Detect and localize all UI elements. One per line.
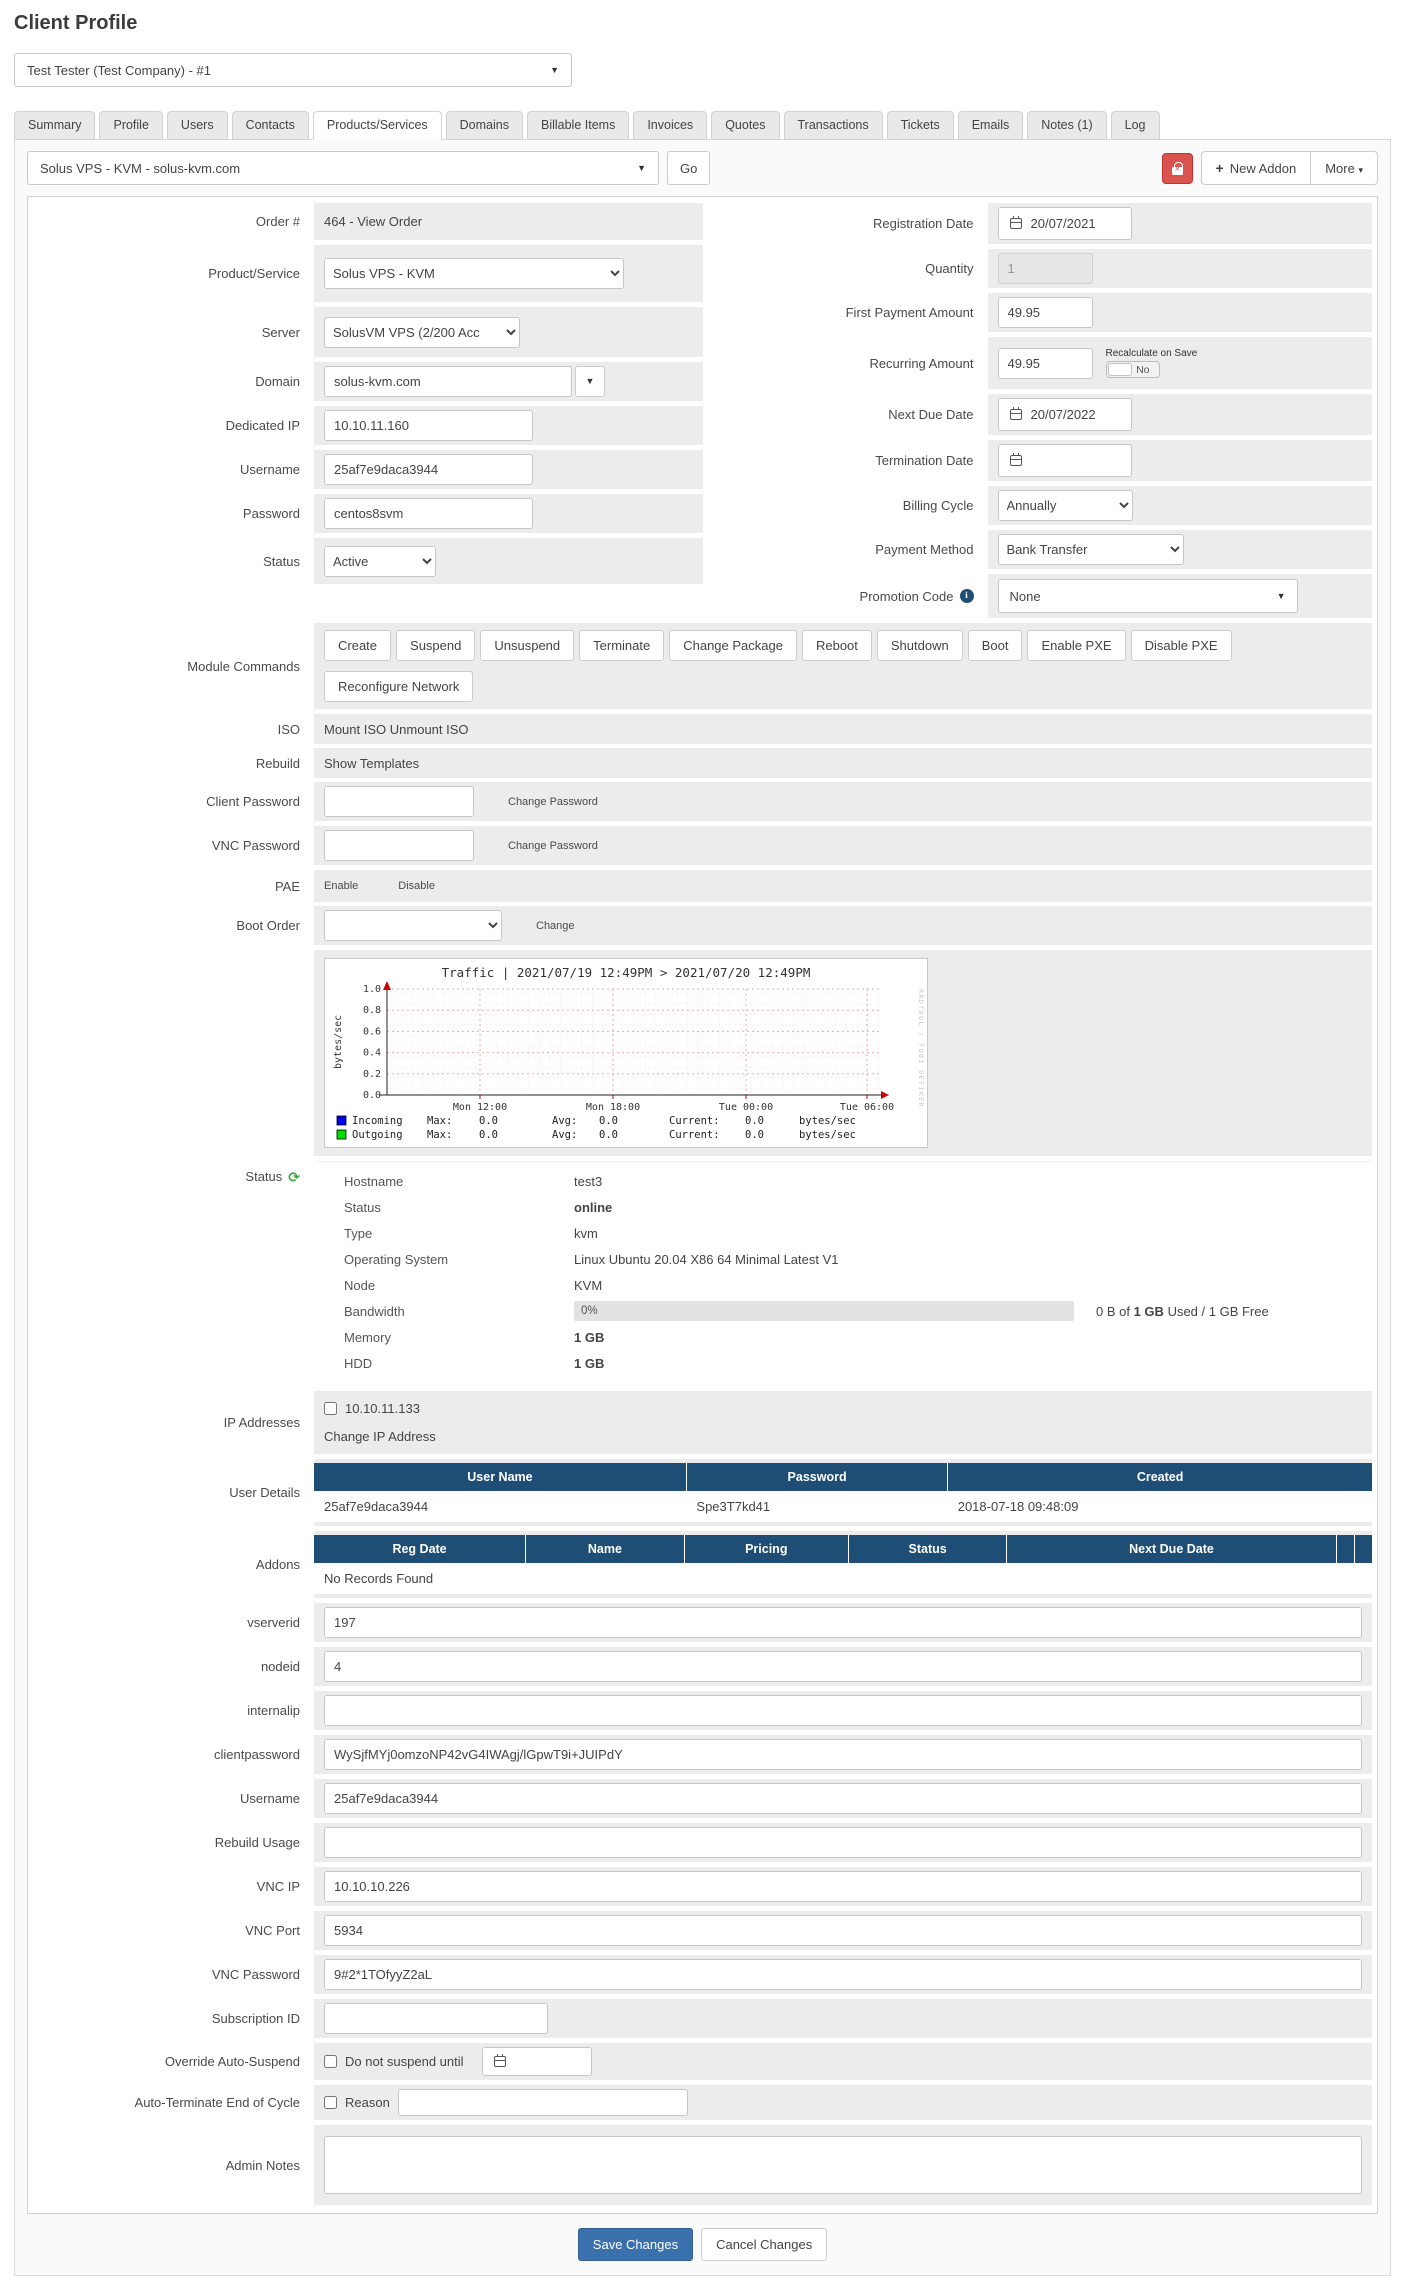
form-footer	[27, 2228, 1378, 2261]
type-value: kvm	[574, 1225, 598, 1241]
svg-text:0.0: 0.0	[745, 1115, 764, 1127]
suspend-button[interactable]: Suspend	[396, 630, 475, 661]
addon-action-header	[1336, 1535, 1354, 1563]
tab-tickets[interactable]: Tickets	[887, 111, 954, 140]
mount-iso-link[interactable]: Mount ISO	[324, 721, 387, 737]
server-select[interactable]	[324, 317, 520, 348]
node-value: KVM	[574, 1277, 603, 1293]
toggle-state-label: No	[1136, 364, 1150, 376]
calendar-icon	[1010, 409, 1022, 420]
admin-notes-textarea[interactable]	[324, 2136, 1362, 2194]
recalculate-caption: Recalculate on Save	[1105, 348, 1198, 359]
svg-text:0.0: 0.0	[479, 1115, 498, 1127]
create-button[interactable]: Create	[324, 630, 391, 661]
os-label: Operating System	[344, 1251, 449, 1267]
go-button[interactable]: Go	[667, 151, 710, 185]
boot-button[interactable]: Boot	[968, 630, 1023, 661]
caret-down-icon: ▼	[1276, 590, 1286, 601]
addons-label: Addons	[255, 1557, 300, 1572]
internalip-input[interactable]	[324, 1695, 1362, 1726]
memory-label: Memory	[344, 1329, 391, 1345]
cancel-service-button[interactable]	[1162, 153, 1193, 184]
product-service-label: Product/Service	[208, 266, 300, 281]
reboot-button[interactable]: Reboot	[802, 630, 872, 661]
disable-pxe-button[interactable]: Disable PXE	[1131, 630, 1232, 661]
type-label: Type	[344, 1225, 373, 1241]
quantity-label: Quantity	[925, 261, 974, 276]
recalculate-toggle[interactable]	[1106, 361, 1160, 378]
module-commands-label: Module Commands	[187, 658, 300, 674]
table-row	[314, 1491, 1372, 1522]
svg-text:0.6: 0.6	[362, 1026, 381, 1038]
memory-value: 1 GB	[574, 1329, 605, 1345]
x-axis-arrow	[881, 1091, 889, 1099]
user-details-label: User Details	[229, 1485, 300, 1500]
vm-state-label: Status	[344, 1199, 381, 1215]
svg-text:Tue 00:00: Tue 00:00	[718, 1102, 774, 1113]
bandwidth-progress-bar: 0%	[574, 1301, 1074, 1321]
ip-address-checkbox[interactable]	[324, 1402, 337, 1415]
rebuild-usage-label: Rebuild Usage	[214, 1835, 300, 1850]
addons-table	[314, 1535, 1372, 1594]
quantity-input	[998, 253, 1093, 284]
service-form-panel	[27, 196, 1378, 2214]
node-label: Node	[344, 1277, 376, 1293]
tab-products-services[interactable]: Products/Services	[313, 111, 442, 140]
boot-order-change-link[interactable]: Change	[536, 919, 575, 932]
caret-down-icon: ▼	[637, 162, 646, 173]
subscription-id-label: Subscription ID	[211, 2011, 300, 2026]
caret-down-icon: ▼	[585, 376, 595, 386]
vnc-ip-input[interactable]	[324, 1871, 1362, 1902]
auto-terminate-label: Auto-Terminate End of Cycle	[134, 2095, 300, 2110]
rebuild-label: Rebuild	[255, 755, 300, 771]
calendar-icon	[1010, 455, 1022, 466]
hostname-value: test3	[574, 1173, 603, 1189]
outgoing-swatch	[337, 1130, 346, 1139]
vm-status-table	[344, 1168, 1362, 1376]
addon-button-group	[1201, 151, 1378, 185]
tab-domains[interactable]: Domains	[446, 111, 523, 140]
terminate-button[interactable]: Terminate	[579, 630, 664, 661]
do-not-suspend-text: Do not suspend until	[345, 2054, 464, 2069]
server-label: Server	[261, 324, 300, 340]
clientpassword-label: clientpassword	[214, 1747, 300, 1762]
svg-text:Mon 12:00: Mon 12:00	[452, 1102, 508, 1113]
payment-method-label: Payment Method	[875, 542, 974, 557]
tab-billable-items[interactable]: Billable Items	[527, 111, 629, 140]
svg-text:Max:: Max:	[427, 1115, 453, 1127]
username-input[interactable]	[324, 454, 533, 485]
vnc-password-label: VNC Password	[211, 838, 300, 853]
user-name-cell: 25af7e9daca3944	[314, 1491, 686, 1522]
dedicated-ip-input[interactable]	[324, 410, 533, 441]
tab-notes[interactable]: Notes (1)	[1027, 111, 1106, 140]
svg-text:Outgoing: Outgoing	[352, 1129, 403, 1141]
toggle-knob	[1108, 363, 1132, 376]
lock-x-icon	[1172, 167, 1183, 175]
svg-text:0.0: 0.0	[745, 1129, 764, 1141]
password-header: Password	[686, 1463, 947, 1491]
first-payment-amount-label: First Payment Amount	[845, 305, 974, 320]
bandwidth-usage-text: 0 B of 1 GB Used / 1 GB Free	[1096, 1303, 1269, 1319]
promotion-code-select[interactable]: None ▼	[998, 579, 1298, 613]
terminate-reason-input[interactable]	[398, 2089, 688, 2116]
bandwidth-label: Bandwidth	[344, 1303, 405, 1319]
client-password-input[interactable]	[324, 786, 474, 817]
pae-enable-link[interactable]: Enable	[324, 880, 359, 892]
svg-text:0.8: 0.8	[362, 1005, 381, 1017]
svg-text:0.0: 0.0	[479, 1129, 498, 1141]
svg-text:Current:: Current:	[669, 1129, 720, 1141]
unsuspend-button[interactable]: Unsuspend	[480, 630, 574, 661]
more-button[interactable]: More ▾	[1310, 151, 1378, 185]
module-username-label: Username	[240, 1791, 300, 1806]
dedicated-ip-label: Dedicated IP	[225, 418, 300, 433]
change-client-password-link[interactable]: Change Password	[508, 795, 598, 808]
svg-text:Avg:: Avg:	[552, 1115, 578, 1127]
ip-address-value: 10.10.11.133	[345, 1401, 420, 1416]
registration-date-input[interactable]: 20/07/2021	[998, 207, 1132, 240]
tab-content	[14, 139, 1391, 2276]
tab-transactions[interactable]: Transactions	[784, 111, 883, 140]
vserverid-label: vserverid	[247, 1615, 300, 1630]
caret-down-icon: ▾	[1358, 164, 1363, 175]
graph-title: Traffic | 2021/07/19 12:49PM > 2021/07/20 12:49PM	[441, 965, 811, 980]
domain-dropdown-toggle[interactable]	[575, 366, 605, 397]
admin-notes-label: Admin Notes	[225, 2157, 300, 2173]
next-due-date-label: Next Due Date	[888, 407, 974, 422]
termination-date-input[interactable]	[998, 444, 1132, 477]
next-due-date-input[interactable]: 20/07/2022	[998, 398, 1132, 431]
svg-text:Incoming: Incoming	[352, 1115, 403, 1127]
vnc-port-label: VNC Port	[245, 1923, 300, 1938]
username-label: Username	[240, 462, 300, 477]
ip-addresses-label: IP Addresses	[223, 1415, 300, 1430]
no-records-cell: No Records Found	[314, 1563, 1372, 1594]
boot-order-label: Boot Order	[236, 918, 300, 933]
termination-date-label: Termination Date	[875, 453, 974, 468]
override-auto-suspend-checkbox[interactable]	[324, 2055, 337, 2068]
form-right-column	[703, 203, 1373, 623]
y-axis-label: bytes/sec	[333, 1014, 344, 1069]
pae-disable-link[interactable]: Disable	[398, 880, 435, 892]
change-ip-address-link[interactable]: Change IP Address	[324, 1429, 436, 1444]
show-templates-link[interactable]: Show Templates	[324, 755, 420, 771]
order-value-link[interactable]: 464 - View Order	[324, 214, 423, 229]
incoming-swatch	[337, 1116, 346, 1125]
next-due-date-header: Next Due Date	[1007, 1535, 1336, 1563]
status-label: Status	[263, 553, 300, 569]
override-auto-suspend-label: Override Auto-Suspend	[164, 2054, 300, 2069]
reconfigure-network-button[interactable]: Reconfigure Network	[324, 671, 473, 702]
rebuild-usage-input[interactable]	[324, 1827, 1362, 1858]
vnc-password-field-label: VNC Password	[211, 1967, 300, 1982]
tab-contacts[interactable]: Contacts	[232, 111, 309, 140]
table-row	[314, 1563, 1372, 1594]
svg-text:Current:: Current:	[669, 1115, 720, 1127]
y-axis-arrow	[383, 981, 391, 990]
hdd-value: 1 GB	[574, 1355, 605, 1371]
vnc-port-input[interactable]	[324, 1915, 1362, 1946]
addon-status-header: Status	[848, 1535, 1007, 1563]
internalip-label: internalip	[247, 1703, 300, 1718]
password-input[interactable]	[324, 498, 533, 529]
calendar-icon	[1010, 218, 1022, 229]
cancel-changes-button[interactable]: Cancel Changes	[701, 2228, 827, 2261]
created-header: Created	[948, 1463, 1372, 1491]
domain-label: Domain	[255, 374, 300, 389]
created-cell: 2018-07-18 09:48:09	[948, 1491, 1372, 1522]
client-selector-value: Test Tester (Test Company) - #1	[27, 62, 211, 78]
pricing-header: Pricing	[684, 1535, 848, 1563]
calendar-icon	[494, 2056, 506, 2067]
boot-order-select[interactable]	[324, 910, 502, 941]
svg-text:Mon 18:00: Mon 18:00	[585, 1102, 641, 1113]
svg-text:0.4: 0.4	[362, 1047, 381, 1059]
product-selector-value: Solus VPS - KVM - solus-kvm.com	[40, 160, 241, 176]
promotion-code-label: Promotion Code i	[703, 574, 988, 618]
tab-users[interactable]: Users	[167, 111, 228, 140]
vnc-ip-label: VNC IP	[256, 1879, 300, 1894]
change-vnc-password-link[interactable]: Change Password	[508, 839, 598, 852]
info-icon[interactable]: i	[960, 589, 974, 603]
vserverid-input[interactable]	[324, 1607, 1362, 1638]
suspend-until-date-input[interactable]	[482, 2047, 592, 2076]
recurring-amount-input[interactable]	[998, 348, 1093, 379]
product-bar	[27, 151, 1378, 185]
svg-text:0.2: 0.2	[362, 1068, 381, 1080]
hdd-label: HDD	[344, 1355, 373, 1371]
vm-status-label: Status ⟳	[245, 1169, 300, 1185]
plus-icon: +	[1215, 160, 1224, 176]
client-selector-dropdown[interactable]	[14, 53, 572, 87]
unmount-iso-link[interactable]: Unmount ISO	[389, 721, 469, 737]
nodeid-label: nodeid	[260, 1659, 300, 1674]
client-password-label: Client Password	[206, 794, 300, 809]
first-payment-amount-input[interactable]	[998, 297, 1093, 328]
clientpassword-input[interactable]	[324, 1739, 1362, 1770]
product-selector-dropdown[interactable]	[27, 151, 659, 185]
name-header: Name	[526, 1535, 685, 1563]
hostname-label: Hostname	[344, 1173, 404, 1189]
domain-input[interactable]	[324, 366, 572, 397]
graph-row-label	[33, 950, 314, 1156]
vm-state-value: online	[574, 1199, 613, 1215]
os-value: Linux Ubuntu 20.04 X86 64 Minimal Latest V1	[574, 1251, 839, 1267]
payment-method-select[interactable]	[998, 534, 1184, 565]
svg-text:Tue 06:00: Tue 06:00	[839, 1102, 895, 1113]
user-name-header: User Name	[314, 1463, 686, 1491]
tab-summary[interactable]: Summary	[14, 111, 95, 140]
status-select[interactable]	[324, 546, 436, 577]
change-package-button[interactable]: Change Package	[669, 630, 797, 661]
caret-down-icon: ▼	[550, 64, 559, 75]
password-label: Password	[242, 506, 300, 521]
save-changes-button[interactable]: Save Changes	[578, 2228, 693, 2261]
tab-invoices[interactable]: Invoices	[633, 111, 707, 140]
module-username-input[interactable]	[324, 1783, 1362, 1814]
traffic-graph	[324, 958, 928, 1148]
enable-pxe-button[interactable]: Enable PXE	[1027, 630, 1125, 661]
tab-profile[interactable]: Profile	[99, 111, 162, 140]
tab-quotes[interactable]: Quotes	[711, 111, 779, 140]
reg-date-header: Reg Date	[314, 1535, 526, 1563]
svg-text:0.0: 0.0	[599, 1129, 618, 1141]
svg-text:bytes/sec: bytes/sec	[799, 1115, 856, 1127]
svg-text:0.0: 0.0	[362, 1090, 381, 1101]
shutdown-button[interactable]: Shutdown	[877, 630, 963, 661]
nodeid-input[interactable]	[324, 1651, 1362, 1682]
subscription-id-input[interactable]	[324, 2003, 548, 2034]
svg-text:1.0: 1.0	[362, 984, 381, 995]
module-command-buttons	[324, 627, 1362, 705]
refresh-icon[interactable]: ⟳	[288, 1169, 300, 1185]
new-addon-button[interactable]: + New Addon	[1201, 151, 1311, 185]
svg-text:bytes/sec: bytes/sec	[799, 1129, 856, 1141]
addon-action-header	[1354, 1535, 1372, 1563]
svg-text:Avg:: Avg:	[552, 1129, 578, 1141]
order-label: Order #	[255, 214, 300, 229]
svg-text:0.0: 0.0	[599, 1115, 618, 1127]
rrdtool-watermark: RRDTOOL / TOBI OETIKER	[917, 989, 925, 1109]
tab-log[interactable]: Log	[1111, 111, 1160, 140]
vnc-password-input[interactable]	[324, 1959, 1362, 1990]
tab-emails[interactable]: Emails	[958, 111, 1024, 140]
profile-tabbar	[14, 111, 1391, 139]
reason-text: Reason	[345, 2095, 390, 2110]
password-cell: Spe3T7kd41	[686, 1491, 947, 1522]
billing-cycle-select[interactable]	[998, 490, 1133, 521]
user-details-table	[314, 1463, 1372, 1522]
billing-cycle-label: Billing Cycle	[902, 498, 974, 513]
svg-text:Max:: Max:	[427, 1129, 453, 1141]
recurring-amount-label: Recurring Amount	[869, 355, 974, 371]
vnc-password-change-input[interactable]	[324, 830, 474, 861]
form-left-column	[33, 203, 703, 589]
iso-label: ISO	[277, 721, 300, 737]
product-service-select[interactable]	[324, 258, 624, 289]
registration-date-label: Registration Date	[873, 216, 974, 231]
pae-label: PAE	[274, 878, 300, 894]
page-title: Client Profile	[14, 12, 138, 34]
recalculate-on-save	[1106, 348, 1198, 378]
